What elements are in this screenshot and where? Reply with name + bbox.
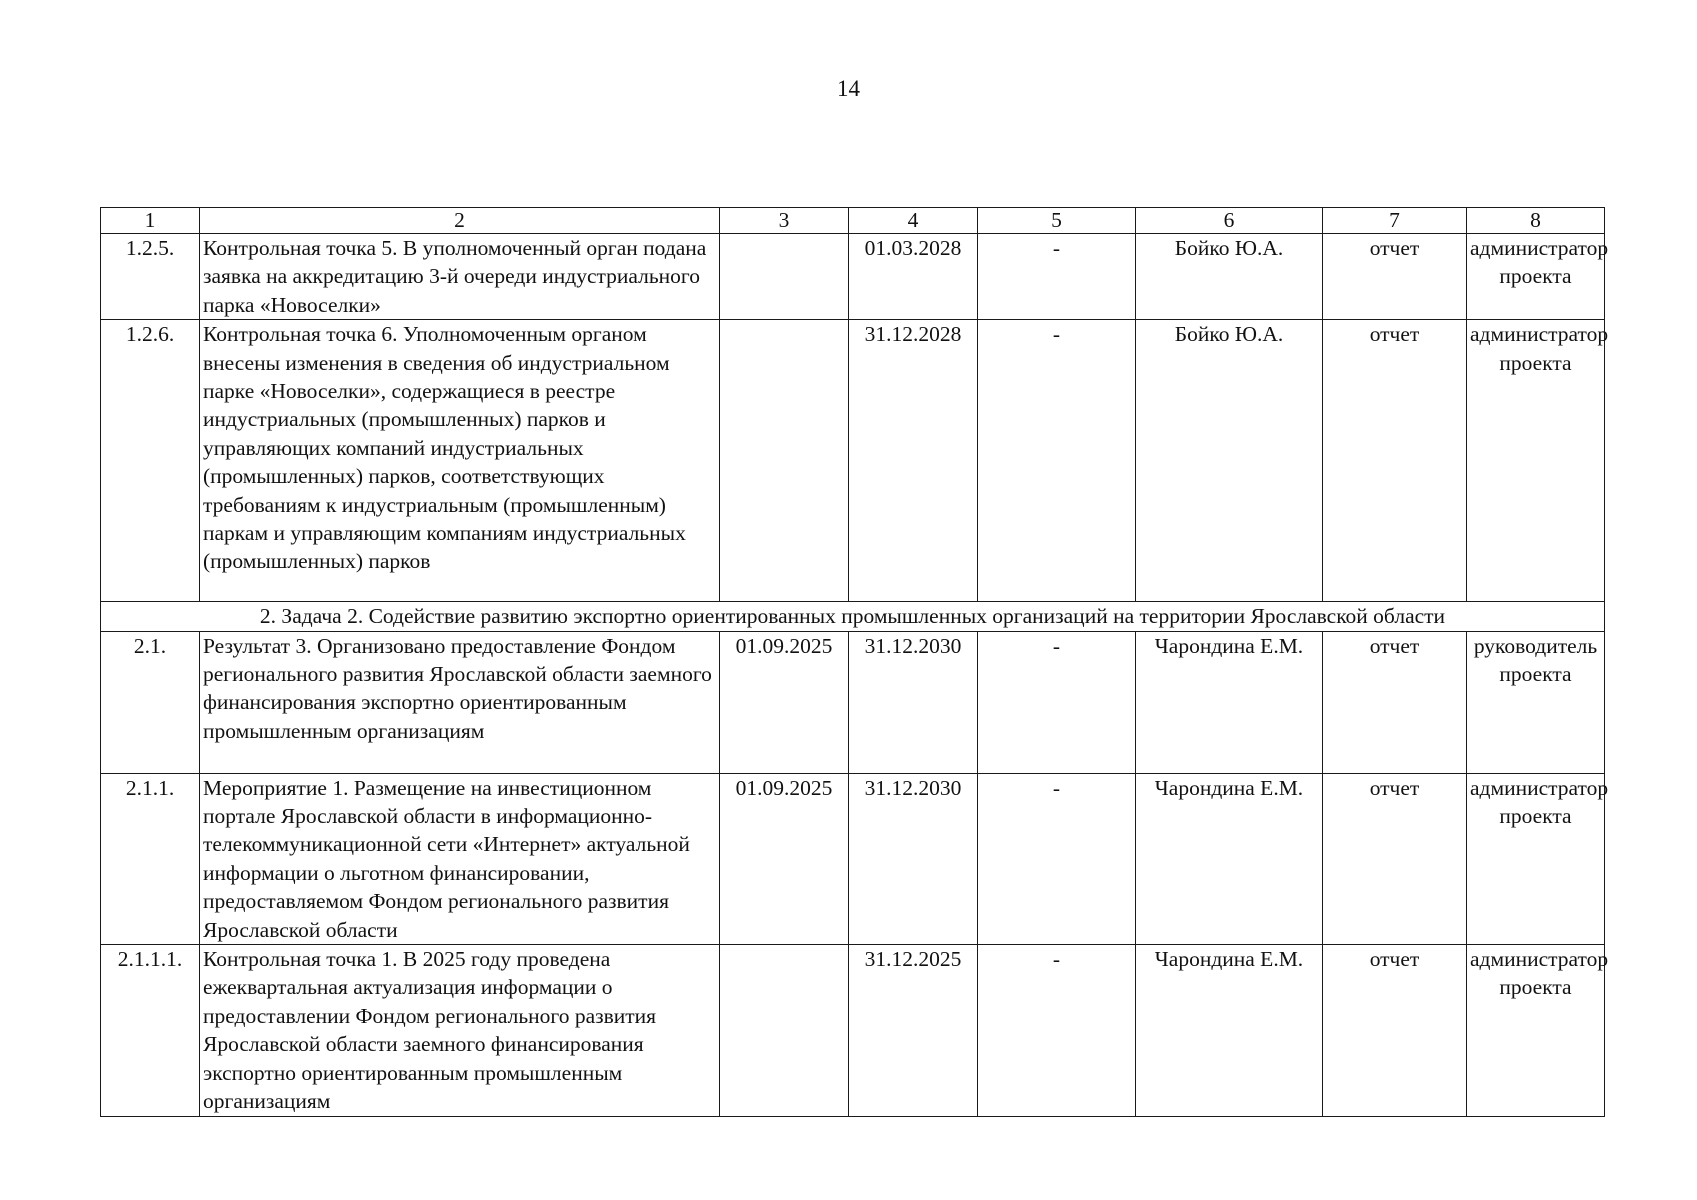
row-responsible: Чарондина Е.М. <box>1136 631 1323 773</box>
table-row <box>101 234 1605 320</box>
section-title: 2. Задача 2. Содействие развитию экспортно ориентированных промышленных организаций на территории Ярославской области <box>101 602 1605 631</box>
plan-table <box>100 207 1609 1117</box>
header-cell: 6 <box>1136 208 1323 234</box>
row-role-text: администратор проекта <box>1470 775 1609 829</box>
table-row <box>101 631 1605 773</box>
row-role-text: администратор проекта <box>1470 236 1609 289</box>
header-cell: 2 <box>200 208 720 234</box>
row-responsible: Бойко Ю.А. <box>1136 234 1323 320</box>
row-document: отчет <box>1323 234 1467 320</box>
row-role <box>1467 320 1609 602</box>
row-end-date: 01.03.2028 <box>849 234 978 320</box>
header-cell: 4 <box>849 208 978 234</box>
row-start-date: 01.09.2025 <box>720 631 849 773</box>
row-col5: - <box>978 945 1136 1116</box>
row-role-text: администратор проекта <box>1470 947 1609 1000</box>
row-role-text: руководитель проекта <box>1473 633 1598 687</box>
table-row <box>101 945 1605 1116</box>
header-row <box>101 208 1605 234</box>
header-cell: 8 <box>1467 208 1605 234</box>
row-end-date: 31.12.2030 <box>849 631 978 773</box>
row-number: 2.1. <box>101 631 200 773</box>
row-description: Контрольная точка 6. Уполномоченным органом внесены изменения в сведения об индустриальном парке «Новоселки», содержащиеся в реестре индустриальных (промышленных) парков и управляющих компаний индустриальных (промышленных) парков, соответствующих требованиям к индустриальным (промышленным) паркам и управляющим компаниям индустриальных (промышленных) парков <box>200 320 720 602</box>
header-cell: 5 <box>978 208 1136 234</box>
row-responsible: Бойко Ю.А. <box>1136 320 1323 602</box>
section-row <box>101 602 1605 631</box>
row-start-date <box>720 234 849 320</box>
row-number: 2.1.1.1. <box>101 945 200 1116</box>
header-cell: 7 <box>1323 208 1467 234</box>
row-description: Мероприятие 1. Размещение на инвестиционном портале Ярославской области в информационно-телекоммуникационной сети «Интернет» актуальной информации о льготном финансировании, предоставляемом Фондом регионального развития Ярославской области <box>200 773 720 944</box>
row-start-date: 01.09.2025 <box>720 773 849 944</box>
row-col5: - <box>978 631 1136 773</box>
row-description: Контрольная точка 5. В уполномоченный орган подана заявка на аккредитацию 3-й очереди индустриального парка «Новоселки» <box>200 234 720 320</box>
row-col5: - <box>978 320 1136 602</box>
row-description: Контрольная точка 1. В 2025 году проведена ежеквартальная актуализация информации о предоставлении Фондом регионального развития Ярославской области заемного финансирования экспортно ориентированным промышленным организациям <box>200 945 720 1116</box>
row-end-date: 31.12.2030 <box>849 773 978 944</box>
row-col5: - <box>978 234 1136 320</box>
row-document: отчет <box>1323 773 1467 944</box>
row-role <box>1467 234 1609 320</box>
header-cell: 3 <box>720 208 849 234</box>
row-description: Результат 3. Организовано предоставление Фондом регионального развития Ярославской области заемного финансирования экспортно ориентированным промышленным организациям <box>200 631 720 773</box>
row-document: отчет <box>1323 320 1467 602</box>
row-role <box>1467 631 1605 773</box>
row-responsible: Чарондина Е.М. <box>1136 945 1323 1116</box>
row-role <box>1467 945 1609 1116</box>
header-cell: 1 <box>101 208 200 234</box>
page-number: 14 <box>837 76 860 101</box>
row-start-date <box>720 320 849 602</box>
row-document: отчет <box>1323 945 1467 1116</box>
row-number: 1.2.5. <box>101 234 200 320</box>
row-end-date: 31.12.2028 <box>849 320 978 602</box>
row-role-text: администратор проекта <box>1470 322 1609 375</box>
table-row <box>101 320 1605 602</box>
row-responsible: Чарондина Е.М. <box>1136 773 1323 944</box>
table-row <box>101 773 1605 944</box>
row-role <box>1467 773 1609 944</box>
row-start-date <box>720 945 849 1116</box>
row-number: 2.1.1. <box>101 773 200 944</box>
row-col5: - <box>978 773 1136 944</box>
row-document: отчет <box>1323 631 1467 773</box>
row-end-date: 31.12.2025 <box>849 945 978 1116</box>
row-number: 1.2.6. <box>101 320 200 602</box>
